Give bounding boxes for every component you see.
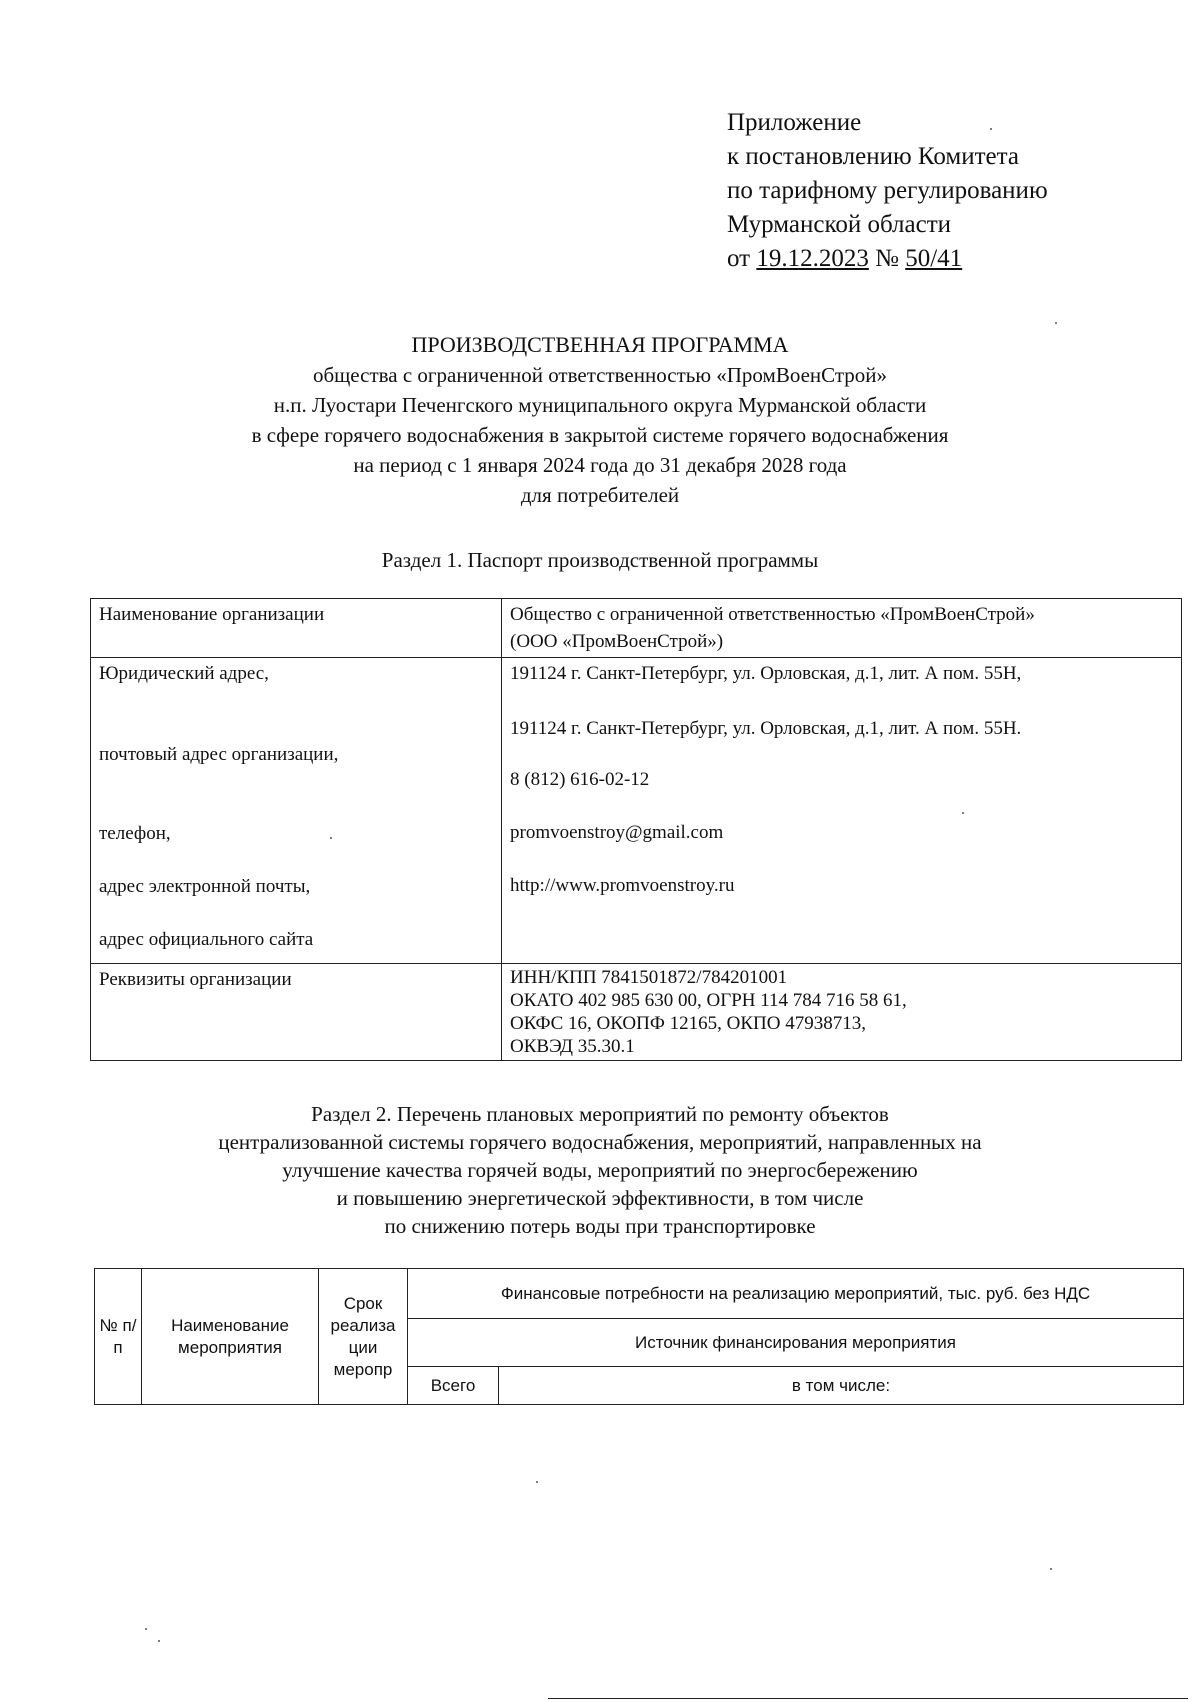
term-line: меропр <box>333 1359 393 1379</box>
scan-speck <box>1050 1568 1052 1570</box>
table-header-row <box>95 1269 1184 1319</box>
resolution-number: 50/41 <box>905 245 963 272</box>
org-name-full: Общество с ограниченной ответственностью «ПромВоенСтрой» <box>510 604 1035 625</box>
section1-heading: Раздел 1. Паспорт производственной программы <box>381 548 819 572</box>
program-title-block <box>150 330 1050 510</box>
phone-label: телефон, <box>99 823 171 844</box>
postal-address-label: почтовый адрес организации, <box>99 744 339 765</box>
term-line: ции <box>348 1337 378 1357</box>
requisites-line: ОКАТО 402 985 630 00, ОГРН 114 784 716 58 61, <box>510 990 907 1011</box>
requisites-line: ОКВЭД 35.30.1 <box>510 1036 635 1057</box>
scan-speck <box>158 1640 160 1642</box>
title-line: для потребителей <box>520 483 680 507</box>
term-line: реализа <box>330 1315 396 1335</box>
site-label: адрес официального сайта <box>99 929 314 950</box>
passport-table <box>90 598 1182 1061</box>
table-row <box>91 599 1182 658</box>
appendix-block <box>727 106 1048 276</box>
org-name-value <box>502 599 1182 658</box>
date-prefix: от <box>727 245 757 272</box>
title-line: в сфере горячего водоснабжения в закрытой системе горячего водоснабжения <box>251 423 949 447</box>
source-header: Источник финансирования мероприятия <box>408 1319 1184 1367</box>
program-title: ПРОИЗВОДСТВЕННАЯ ПРОГРАММА <box>411 332 789 357</box>
section2-heading-line: централизованной системы горячего водоснабжения, мероприятий, направленных на <box>218 1130 982 1154</box>
scan-speck <box>145 1628 147 1630</box>
appendix-line: Приложение <box>727 109 862 136</box>
col-number-header: № п/п <box>95 1269 142 1405</box>
requisites-line: ОКФС 16, ОКОПФ 12165, ОКПО 47938713, <box>510 1013 866 1034</box>
requisites-value <box>502 964 1182 1061</box>
including-header: в том числе: <box>499 1367 1184 1405</box>
total-header: Всего <box>408 1367 499 1405</box>
term-line: Срок <box>343 1293 383 1313</box>
email-label: адрес электронной почты, <box>99 876 311 897</box>
appendix-date-line <box>727 242 1048 276</box>
appendix-line: к постановлению Комитета <box>727 143 1019 170</box>
table-row <box>91 658 1182 964</box>
appendix-line: по тарифному регулированию <box>727 177 1048 204</box>
section2-heading <box>150 1100 1050 1240</box>
requisites-line: ИНН/КПП 7841501872/784201001 <box>510 967 788 988</box>
section2-heading-line: улучшение качества горячей воды, мероприятий по энергосбережению <box>282 1158 918 1182</box>
section2-heading-line: и повышению энергетической эффективности, в том числе <box>336 1186 864 1210</box>
appendix-line: Мурманской области <box>727 211 952 238</box>
scan-speck <box>330 837 332 839</box>
email-value: promvoenstroy@gmail.com <box>510 822 724 843</box>
resolution-date: 19.12.2023 <box>756 245 869 272</box>
scan-speck <box>1055 322 1057 324</box>
legal-address-value: 191124 г. Санкт-Петербург, ул. Орловская, д.1, лит. А пом. 55Н, <box>510 663 1022 684</box>
col-term-header <box>319 1269 408 1405</box>
section2-heading-line: Раздел 2. Перечень плановых мероприятий по ремонту объектов <box>311 1102 889 1126</box>
org-name-short: (ООО «ПромВоенСтрой») <box>510 631 724 652</box>
scan-speck <box>536 1481 538 1483</box>
col-name-header: Наименование мероприятия <box>142 1269 319 1405</box>
section2-heading-line: по снижению потерь воды при транспортировке <box>384 1214 816 1238</box>
phone-value: 8 (812) 616-02-12 <box>510 769 650 790</box>
bottom-rule <box>548 1698 1188 1699</box>
table-row <box>91 964 1182 1061</box>
measures-table <box>94 1268 1184 1405</box>
scan-speck <box>962 812 964 814</box>
number-prefix: № <box>868 245 906 272</box>
contacts-labels <box>91 658 502 964</box>
contacts-values <box>502 658 1182 964</box>
legal-address-label: Юридический адрес, <box>99 663 269 684</box>
title-line: н.п. Луостари Печенгского муниципального округа Мурманской области <box>273 393 927 417</box>
title-line: на период с 1 января 2024 года до 31 декабря 2028 года <box>353 453 847 477</box>
postal-address-value: 191124 г. Санкт-Петербург, ул. Орловская, д.1, лит. А пом. 55Н. <box>510 718 1022 739</box>
title-line: общества с ограниченной ответственностью «ПромВоенСтрой» <box>312 363 888 387</box>
scan-speck <box>990 128 992 130</box>
finance-header: Финансовые потребности на реализацию мероприятий, тыс. руб. без НДС <box>408 1269 1184 1319</box>
org-name-label: Наименование организации <box>91 599 502 658</box>
requisites-label: Реквизиты организации <box>91 964 502 1061</box>
site-value: http://www.promvoenstroy.ru <box>510 875 735 896</box>
